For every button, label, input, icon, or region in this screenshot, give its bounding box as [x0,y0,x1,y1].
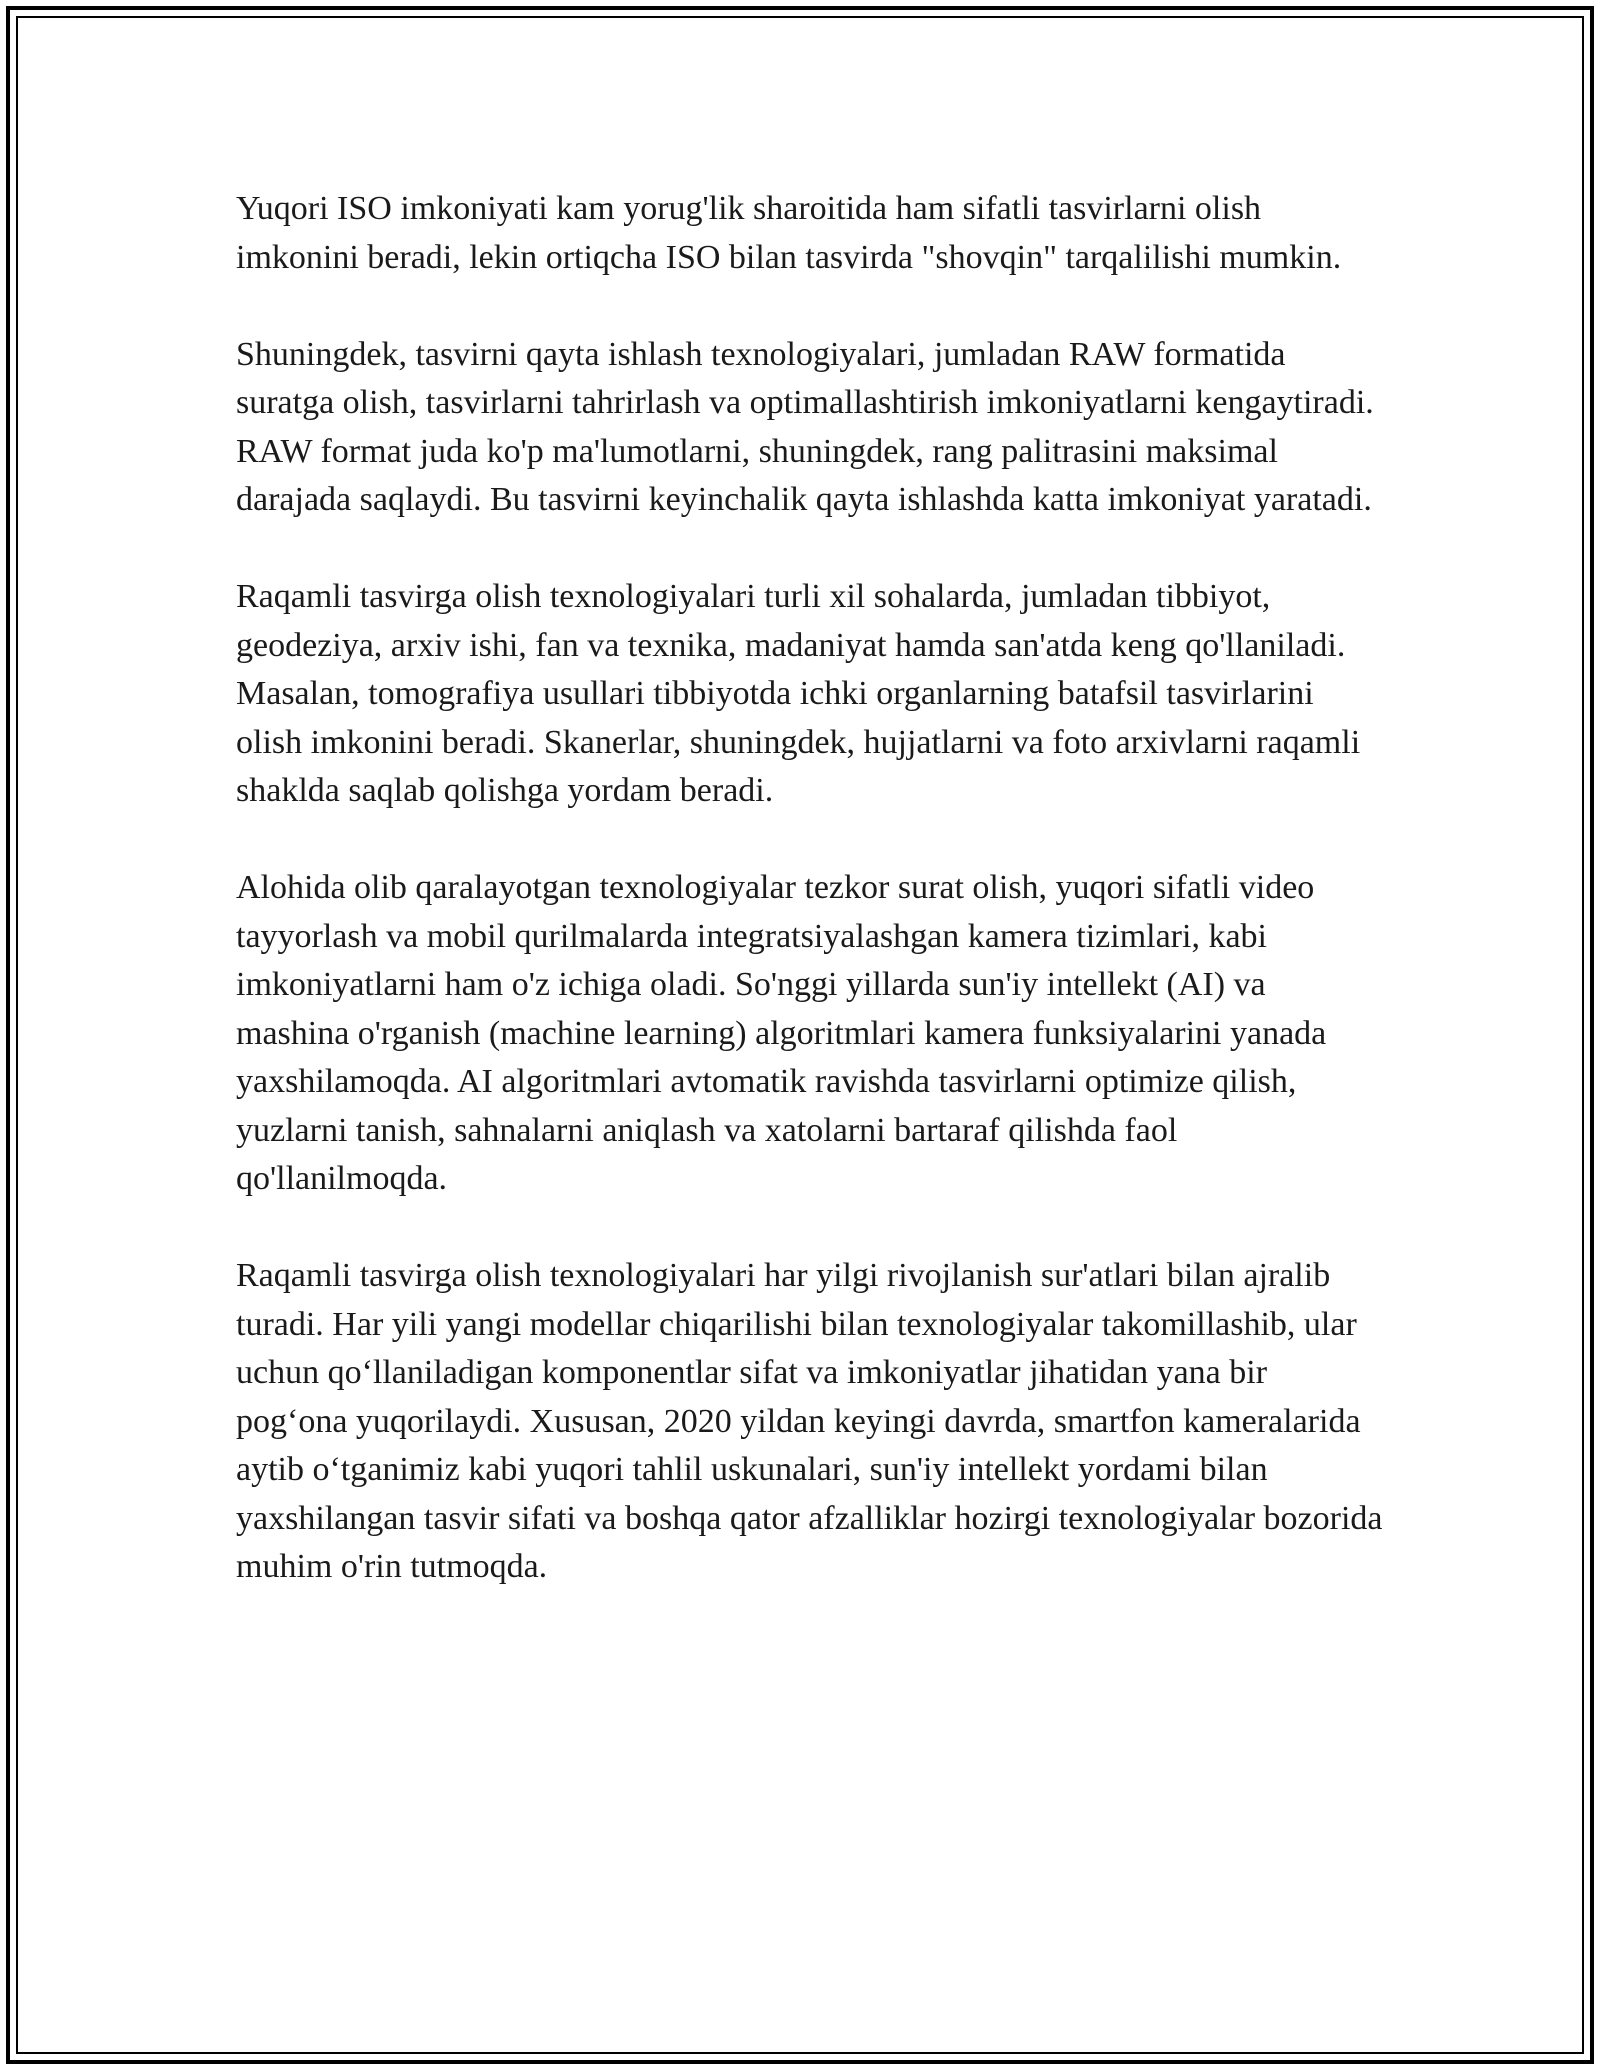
paragraph-applications: Raqamli tasvirga olish texnologiyalari turli xil sohalarda, jumladan tibbiyot, geodeziya, arxiv ishi, fan va texnika, madaniyat hamda san'atda keng qo'llaniladi. Masalan, tomografiya usullari tibbiyotda ichki organlarning batafsil tasvirlarini olish imkonini beradi. Skanerlar, shuningdek, hujjatlarni va foto arxivlarni raqamli shaklda saqlab qolishga yordam beradi. [236,578,1361,809]
paragraph-development: Raqamli tasvirga olish texnologiyalari har yilgi rivojlanish sur'atlari bilan ajralib turadi. Har yili yangi modellar chiqarilishi bilan texnologiyalar takomillashib, ular uchun qo‘llaniladigan komponentlar sifat va imkoniyatlar jihatidan yana bir pog‘ona yuqorilaydi. Xususan, 2020 yildan keyingi davrda, smartfon kameralarida aytib o‘tganimiz kabi yuqori tahlil uskunalari, sun'iy intellekt yordami bilan yaxshilangan tasvir sifati va boshqa qator afzalliklar hozirgi texnologiyalar bozorida muhim o'rin tutmoqda. [236,1257,1383,1585]
paragraph-raw-processing: Shuningdek, tasvirni qayta ishlash texnologiyalari, jumladan RAW formatida suratga olish, tasvirlarni tahrirlash va optimallashtirish imkoniyatlarni kengaytiradi. RAW format juda ko'p ma'lumotlarni, shuningdek, rang palitrasini maksimal darajada saqlaydi. Bu tasvirni keyinchalik qayta ishlashda katta imkoniyat yaratadi. [236,335,1374,518]
paragraph-ai-technologies: Alohida olib qaralayotgan texnologiyalar tezkor surat olish, yuqori sifatli video tayyorlash va mobil qurilmalarda integratsiyalashgan kamera tizimlari, kabi imkoniyatlarni ham o'z ichiga oladi. So'nggi yillarda sun'iy intellekt (AI) va mashina o'rganish (machine learning) algoritmlari kamera funksiyalarini yanada yaxshilamoqda. AI algoritmlari avtomatik ravishda tasvirlarni optimize qilish, yuzlarni tanish, sahnalarni aniqlash va xatolarni bartaraf qilishda faol qo'llanilmoqda. [236,869,1327,1197]
paragraph-iso: Yuqori ISO imkoniyati kam yorug'lik sharoitida ham sifatli tasvirlarni olish imkonini beradi, lekin ortiqcha ISO bilan tasvirda "shovqin" tarqalilishi mumkin. [236,190,1342,276]
document-body [236,185,1386,1640]
